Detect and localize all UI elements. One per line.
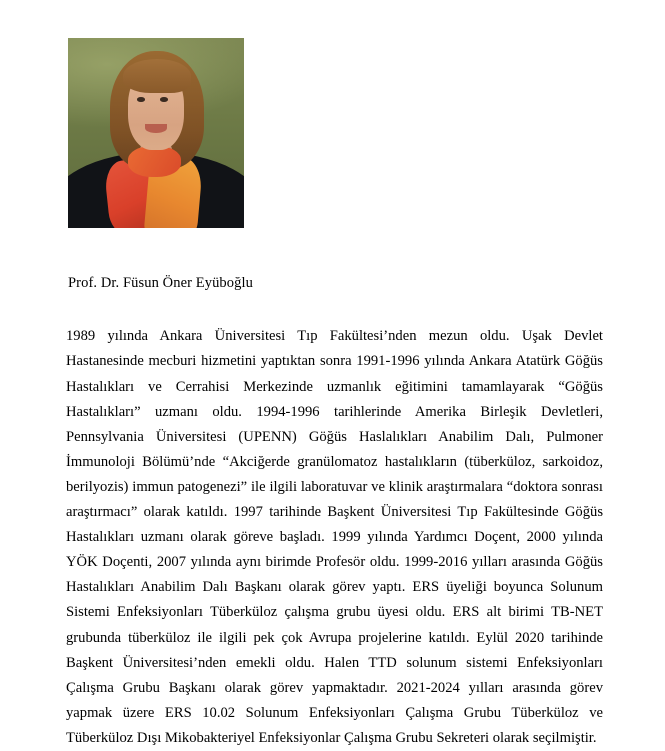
photo-caption: Prof. Dr. Füsun Öner Eyüboğlu (68, 275, 253, 291)
photo-scarf-knot (128, 146, 181, 176)
portrait-photograph (68, 38, 244, 228)
photo-eye-right (160, 97, 169, 102)
biography-paragraph: 1989 yılında Ankara Üniversitesi Tıp Fakültesi’nden mezun oldu. Uşak Devlet Hastanesinde mecburi hizmetini yaptıktan sonra 1991-1996 yılında Ankara Atatürk Göğüs Hastalıkları ve Cerrahisi Merkezinde uzmanlık eğitimini tamamlayarak “Göğüs Hastalıkları” uzmanı oldu. 1994-1996 tarihlerinde Amerika Birleşik Devletleri, Pennsylvania Üniversitesi (UPENN) Göğüs Haslalıkları Anabilim Dalı, Pulmoner İmmunoloji Bölümü’nde “Akciğerde granülomatoz hastalıkların (tüberküloz, sarkoidoz, berilyozis) immun patogenezi” ile ilgili laboratuvar ve klinik araştırmalara “doktora sonrası araştırmacı” olarak katıldı. 1997 tarihinde Başkent Üniversitesi Tıp Fakültesinde Göğüs Hastalıkları uzmanı olarak göreve başladı. 1999 yılında Yardımcı Doçent, 2000 yılında YÖK Doçenti, 2007 yılında aynı birimde Profesör oldu. 1999-2016 yılları arasında Göğüs Hastalıkları Anabilim Dalı Başkanı olarak görev yaptı. ERS üyeliği boyunca Solunum Sistemi Enfeksiyonları Tüberküloz çalışma grubu üyesi oldu. ERS alt birimi TB-NET grubunda tüberküloz ile ilgili pek çok Avrupa projelerine katıldı. Eylül 2020 tarihinde Başkent Üniversitesi’nden emekli oldu. Halen TTD solunum sistemi Enfeksiyonları Çalışma Grubu Başkanı olarak görev yapmaktadır. 2021-2024 yılları arasında görev yapmak üzere ERS 10.02 Solunum Enfeksiyonları Çalışma Grubu Tüberküloz ve Tüberküloz Dışı Mikobakteriyel Enfeksiyonlar Çalışma Grubu Sekreteri olarak seçilmiştir. (66, 328, 603, 746)
portrait-photo-block (68, 38, 603, 228)
photo-smile (145, 124, 166, 134)
photo-hair-fringe (123, 59, 192, 93)
photo-eye-left (137, 97, 146, 102)
biography-text (66, 324, 603, 751)
